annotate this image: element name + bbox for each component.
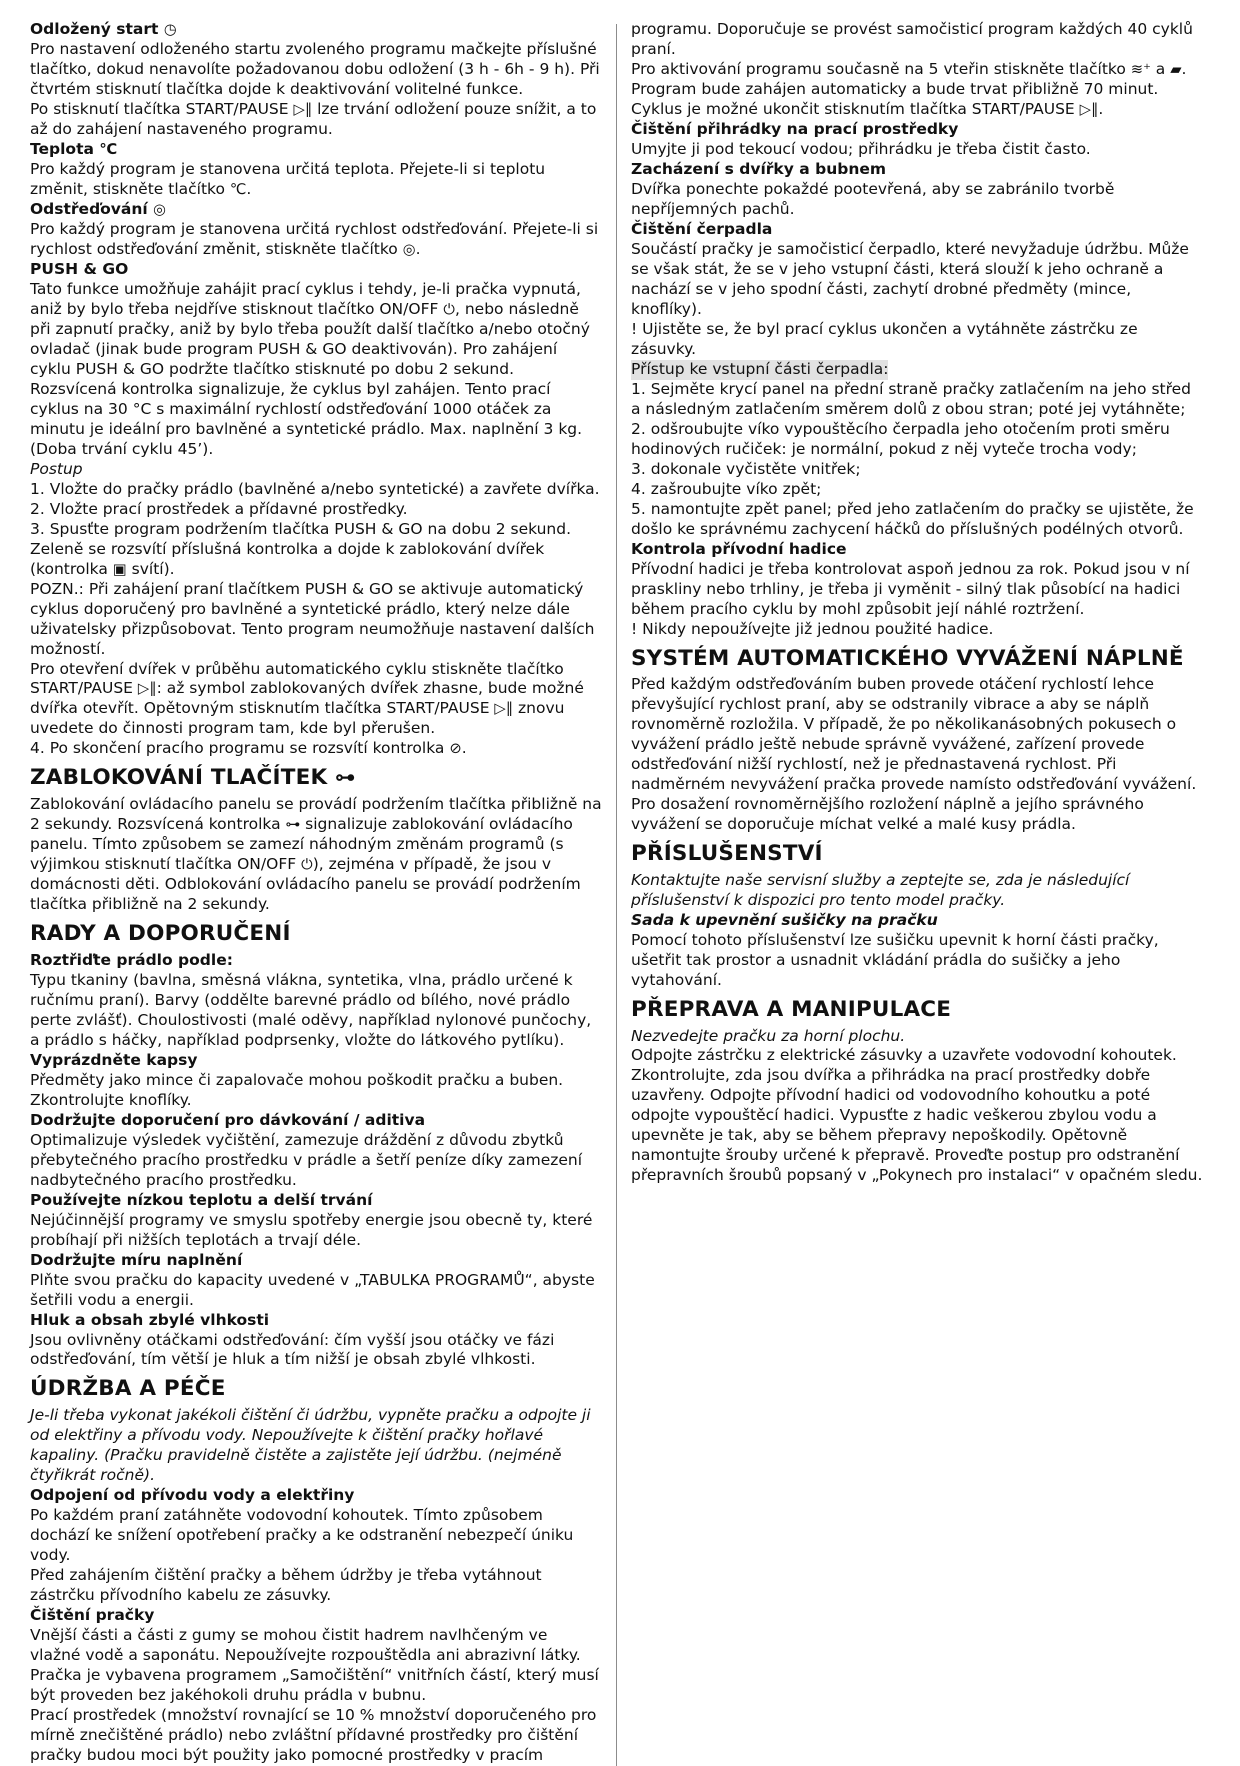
paragraph: Zablokování ovládacího panelu se provádí podržením tlačítka přibližně na 2 sekundy. Rozsvícená kontrolka ⊶ signalizuje zablokování ovládacího panelu. Tímto způsobem se zamezí náhodným změnám programů (s výjimkou stisknutí tlačítka ON/OFF ⏻), zejména v případě, že jsou v domácnosti děti. Odblokování ovládacího panelu se provádí podržením tlačítka přibližně na 2 sekundy. <box>30 795 602 914</box>
list-item: 1. Sejměte krycí panel na přední straně pračky zatlačením na jeho střed a následným zatlačením směrem dolů z obou stran; poté jej vytáhněte; <box>631 379 1192 418</box>
paragraph: Součástí pračky je samočisticí čerpadlo, které nevyžaduje údržbu. Může se však stát, že se v jeho vstupní části, která slouží k jeho ochraně a nachází se v jeho spodní části, zachytí drobné předměty (mince, knoflíky). <box>631 239 1189 318</box>
sub-heading: Roztřiďte prádlo podle: <box>30 950 233 969</box>
sub-heading: Odpojení od přívodu vody a elektřiny <box>30 1486 355 1505</box>
paragraph: Pro aktivování programu současně na 5 vteřin stiskněte tlačítko ≋⁺ a ▰. <box>631 59 1187 78</box>
sub-heading: Odstřeďování ◎ <box>30 199 166 218</box>
paragraph: Kontaktujte naše servisní služby a zeptejte se, zda je následující příslušenství k dispozici pro tento model pračky. <box>631 870 1130 909</box>
list-item: 3. Spusťte program podržením tlačítka PUSH & GO na dobu 2 sekund. <box>30 519 572 538</box>
sub-heading: Kontrola přívodní hadice <box>631 539 847 558</box>
sub-heading: Teplota ℃ <box>30 139 118 158</box>
paragraph: Program bude zahájen automaticky a bude trvat přibližně 70 minut. <box>631 79 1159 98</box>
start-pause-icon: ▷∥ <box>137 680 157 698</box>
paragraph: Pomocí tohoto příslušenství lze sušičku upevnit k horní části pračky, ušetřit tak prostor a usnadnit vkládání prádla do sušičky a jeho vytahování. <box>631 930 1159 989</box>
paragraph: Nejúčinnější programy ve smyslu spotřeby energie jsou obecně ty, které probíhají při nižších teplotách a trvají déle. <box>30 1210 593 1249</box>
extra-rinse-icon: ≋⁺ <box>1130 60 1151 78</box>
paragraph: Předměty jako mince či zapalovače mohou poškodit pračku a buben. Zkontrolujte knoflíky. <box>30 1070 564 1109</box>
on-off-icon: ⏻ <box>443 300 455 318</box>
key-lock-icon: ⊶ <box>335 765 356 790</box>
sub-heading: Čištění přihrádky na prací prostředky <box>631 119 959 138</box>
list-item: 4. Po skončení pracího programu se rozsvítí kontrolka ⊘. <box>30 739 467 758</box>
paragraph: Je-li třeba vykonat jakékoli čištění či údržbu, vypněte pračku a odpojte ji od elektřiny a přívodu vody. Nepoužívejte k čištění pračky hořlavé kapaliny. (Pračku pravidelně čistěte a zajistěte její údržbu. (nejméně čtyřikrát ročně). <box>30 1406 591 1485</box>
paragraph: Před zahájením čištění pračky a během údržby je třeba vytáhnout zástrčku přívodního kabelu ze zásuvky. <box>30 1566 542 1605</box>
paragraph: Umyjte ji pod tekoucí vodou; přihrádku je třeba čistit často. <box>631 139 1091 158</box>
sub-heading: PUSH & GO <box>30 259 129 278</box>
list-item: 5. namontujte zpět panel; před jeho zatlačením do pračky se ujistěte, že došlo ke správnému zachycení háčků do příslušných podélných otvorů. <box>631 499 1194 538</box>
paragraph: Pro každý program je stanovena určitá rychlost odstřeďování. Přejete-li si rychlost odstřeďování změnit, stiskněte tlačítko ◎. <box>30 219 599 258</box>
paragraph: Vnější části a části z gumy se mohou čistit hadrem navlhčeným ve vlažné vodě a saponátu. Nepoužívejte rozpouštědla ani abrazivní látky. <box>30 1626 581 1665</box>
sub-heading: Odložený start ◷ <box>30 20 177 38</box>
sub-heading: Čištění čerpadla <box>631 219 773 238</box>
easy-iron-icon: ▰ <box>1170 60 1182 78</box>
paragraph: ! Nikdy nepoužívejte již jednou použité hadice. <box>631 619 994 638</box>
paragraph: Tato funkce umožňuje zahájit prací cyklus i tehdy, je-li pračka vypnutá, aniž by bylo třeba nejdříve stisknout tlačítko ON/OFF ⏻, nebo následně při zapnutí pračky, aniž by bylo třeba použít další tlačítko a/nebo otočný ovladač (jinak bude program PUSH & GO deaktivován). Pro zahájení cyklu PUSH & GO podržte tlačítko stisknuté po dobu 2 sekund. Rozsvícená kontrolka signalizuje, že cyklus byl zahájen. Tento prací cyklus na 30 °C s maximální rychlostí odstřeďování 1000 otáček za minutu je ideální pro bavlněné a syntetické prádlo. Max. naplnění 3 kg. (Doba trvání cyklu 45’). <box>30 279 590 458</box>
paragraph: Typu tkaniny (bavlna, směsná vlákna, syntetika, vlna, prádlo určené k ručnímu praní). Barvy (oddělte barevné prádlo od bílého, nové prádlo perte zvlášť). Choulostivosti (malé oděvy, například nylonové punčochy, a prádlo s háčky, například podprsenky, vložte do látkového pytlíku). <box>30 970 592 1049</box>
spin-speed-icon: ◎ <box>153 200 166 218</box>
list-item: 3. dokonale vyčistěte vnitřek; <box>631 459 861 478</box>
paragraph: Pračka je vybavena programem „Samočištění“ vnitřních částí, který musí být proveden bez jakéhokoli druhu prádla v bubnu. <box>30 1666 599 1704</box>
paragraph: Pro každý program je stanovena určitá teplota. Přejete-li si teplotu změnit, stiskněte tlačítko ℃. <box>30 159 546 198</box>
section-heading: SYSTÉM AUTOMATICKÉHO VYVÁŽENÍ NÁPLNĚ <box>631 645 1184 671</box>
paragraph: Přívodní hadici je třeba kontrolovat aspoň jednou za rok. Pokud jsou v ní praskliny nebo trhliny, je třeba ji vyměnit - silný tlak působící na hadici během pracího cyklu by mohl způsobit její náhlé roztržení. <box>631 559 1190 618</box>
left-column <box>30 20 602 1766</box>
paragraph: Prací prostředek (množství rovnající se 10 % množství doporučeného pro mírně znečištěné prádlo) nebo zvláštní přídavné prostředky pro čištění pračky budou moci být použity jako pomocné prostředky v pracím <box>30 1705 597 1764</box>
door-locked-icon: ▣ <box>112 560 127 578</box>
paragraph: Zeleně se rozsvítí příslušná kontrolka a dojde k zablokování dvířek (kontrolka ▣ svítí). <box>30 539 545 578</box>
temperature-icon: ℃ <box>229 180 247 198</box>
end-of-cycle-icon: ⊘ <box>449 740 462 758</box>
sub-heading: Dodržujte doporučení pro dávkování / aditiva <box>30 1110 426 1129</box>
paragraph: Přístup ke vstupní části čerpadla: <box>631 359 889 378</box>
paragraph: Plňte svou pračku do kapacity uvedené v „TABULKA PROGRAMŮ“, abyste šetřili vodu a energii. <box>30 1270 595 1309</box>
paragraph: ! Ujistěte se, že byl prací cyklus ukončen a vytáhněte zástrčku ze zásuvky. <box>631 319 1138 358</box>
section-heading: ÚDRŽBA A PÉČE <box>30 1376 226 1402</box>
paragraph: Optimalizuje výsledek vyčištění, zamezuje dráždění z důvodu zbytků přebytečného pracího prostředku v prádle a šetří peníze díky zamezení nadbytečného pracího prostředku. <box>30 1130 583 1189</box>
sub-heading: Hluk a obsah zbylé vlhkosti <box>30 1310 270 1329</box>
sub-heading: Používejte nízkou teplotu a delší trvání <box>30 1190 373 1209</box>
right-column <box>631 20 1203 1766</box>
sub-heading: Vyprázdněte kapsy <box>30 1050 198 1069</box>
sub-heading: Zacházení s dvířky a bubnem <box>631 159 887 178</box>
paragraph: Postup <box>30 459 83 478</box>
section-heading: RADY A DOPORUČENÍ <box>30 921 291 947</box>
section-heading: ZABLOKOVÁNÍ TLAČÍTEK ⊶ <box>30 765 356 791</box>
list-item: 1. Vložte do pračky prádlo (bavlněné a/nebo syntetické) a zavřete dvířka. <box>30 479 600 498</box>
sub-heading: Čištění pračky <box>30 1606 155 1625</box>
section-heading: PŘÍSLUŠENSTVÍ <box>631 841 823 867</box>
temperature-icon: ℃ <box>99 140 118 158</box>
delayed-start-icon: ◷ <box>163 21 177 38</box>
paragraph: POZN.: Při zahájení praní tlačítkem PUSH & GO se aktivuje automatický cyklus doporučený pro bavlněné a syntetické prádlo, který nelze dále uživatelsky přizpůsobovat. Tento program neumožňuje nastavení dalších možností. <box>30 579 595 658</box>
paragraph: Po každém praní zatáhněte vodovodní kohoutek. Tímto způsobem dochází ke snížení opotřebení pračky a ke odstranění nebezpečí úniku vody. <box>30 1506 574 1565</box>
list-item: 4. zašroubujte víko zpět; <box>631 479 822 498</box>
paragraph: Jsou ovlivněny otáčkami odstřeďování: čím vyšší jsou otáčky ve fázi odstřeďování, tím větší je hluk a tím nižší je obsah zbylé vlhkosti. <box>30 1330 555 1369</box>
paragraph: Pro nastavení odloženého startu zvoleného programu mačkejte příslušné tlačítko, dokud nenavolíte požadovanou dobu odložení (3 h - 6h - 9 h). Při čtvrtém stisknutí tlačítka dojde k deaktivování volitelné funkce. <box>30 39 600 98</box>
paragraph: Cyklus je možné ukončit stisknutím tlačítka START/PAUSE ▷∥. <box>631 99 1104 118</box>
spin-speed-icon: ◎ <box>402 240 416 258</box>
paragraph: Pro otevření dvířek v průběhu automatického cyklu stiskněte tlačítko START/PAUSE ▷∥: až symbol zablokovaných dvířek zhasne, bude možné dvířka otevřít. Opětovným stisknutím tlačítka START/PAUSE ▷∥ znovu uvedete do činnosti program tam, kde byl přerušen. <box>30 659 584 738</box>
paragraph: Dvířka ponechte pokaždé pootevřená, aby se zabránilo tvorbě nepříjemných pachů. <box>631 179 1115 218</box>
start-pause-icon: ▷∥ <box>293 100 313 118</box>
paragraph: programu. Doporučuje se provést samočisticí program každých 40 cyklů praní. <box>631 20 1193 58</box>
sub-heading: Dodržujte míru naplnění <box>30 1250 243 1269</box>
column-divider <box>616 24 617 1766</box>
paragraph: Odpojte zástrčku z elektrické zásuvky a uzavřete vodovodní kohoutek. Zkontrolujte, zda jsou dvířka a přihrádka na prací prostředky dobře uzavřeny. Odpojte přívodní hadici od vodovodního kohoutku a poté odpojte vypouštěcí hadici. Vypusťte z hadic veškerou zbylou vodu a upevněte je tak, aby se během přepravy nepoškodily. Opětovně namontujte šrouby určené k přepravě. Proveďte postup pro odstranění přepravních šroubů popsaný v „Pokynech pro instalaci“ v opačném sledu. <box>631 1046 1203 1185</box>
start-pause-icon: ▷∥ <box>1079 100 1099 118</box>
paragraph: Po stisknutí tlačítka START/PAUSE ▷∥ lze trvání odložení pouze snížit, a to až do zahájení nastaveného programu. <box>30 99 597 138</box>
list-item: 2. Vložte prací prostředek a přídavné prostředky. <box>30 499 408 518</box>
start-pause-icon: ▷∥ <box>494 700 514 718</box>
list-item: 2. odšroubujte víko vypouštěcího čerpadla jeho otočením proti směru hodinových ručiček: je normální, pokud z něj vyteče trocha vody; <box>631 419 1170 458</box>
on-off-icon: ⏻ <box>301 856 313 874</box>
paragraph: Nezvedejte pračku za horní plochu. <box>631 1026 906 1045</box>
key-lock-icon: ⊶ <box>285 816 301 834</box>
sub-heading: Sada k upevnění sušičky na pračku <box>631 910 938 929</box>
paragraph: Před každým odstřeďováním buben provede otáčení rychlostí lehce převyšující rychlost praní, aby se odstranily vibrace a aby se náplň rovnoměrně rozložila. V případě, že po několikanásobných pokusech o vyvážení prádlo ještě nebude správně vyvážené, zařízení provede odstřeďování nižší rychlostí, než je přednastavená rychlost. Při nadměrném nevyvážení pračka provede namísto odstřeďování vyvážení. Pro dosažení rovnoměrnějšího rozložení náplně a jejího správného vyvážení se doporučuje míchat velké a malé kusy prádla. <box>631 675 1197 834</box>
section-heading: PŘEPRAVA A MANIPULACE <box>631 996 952 1022</box>
